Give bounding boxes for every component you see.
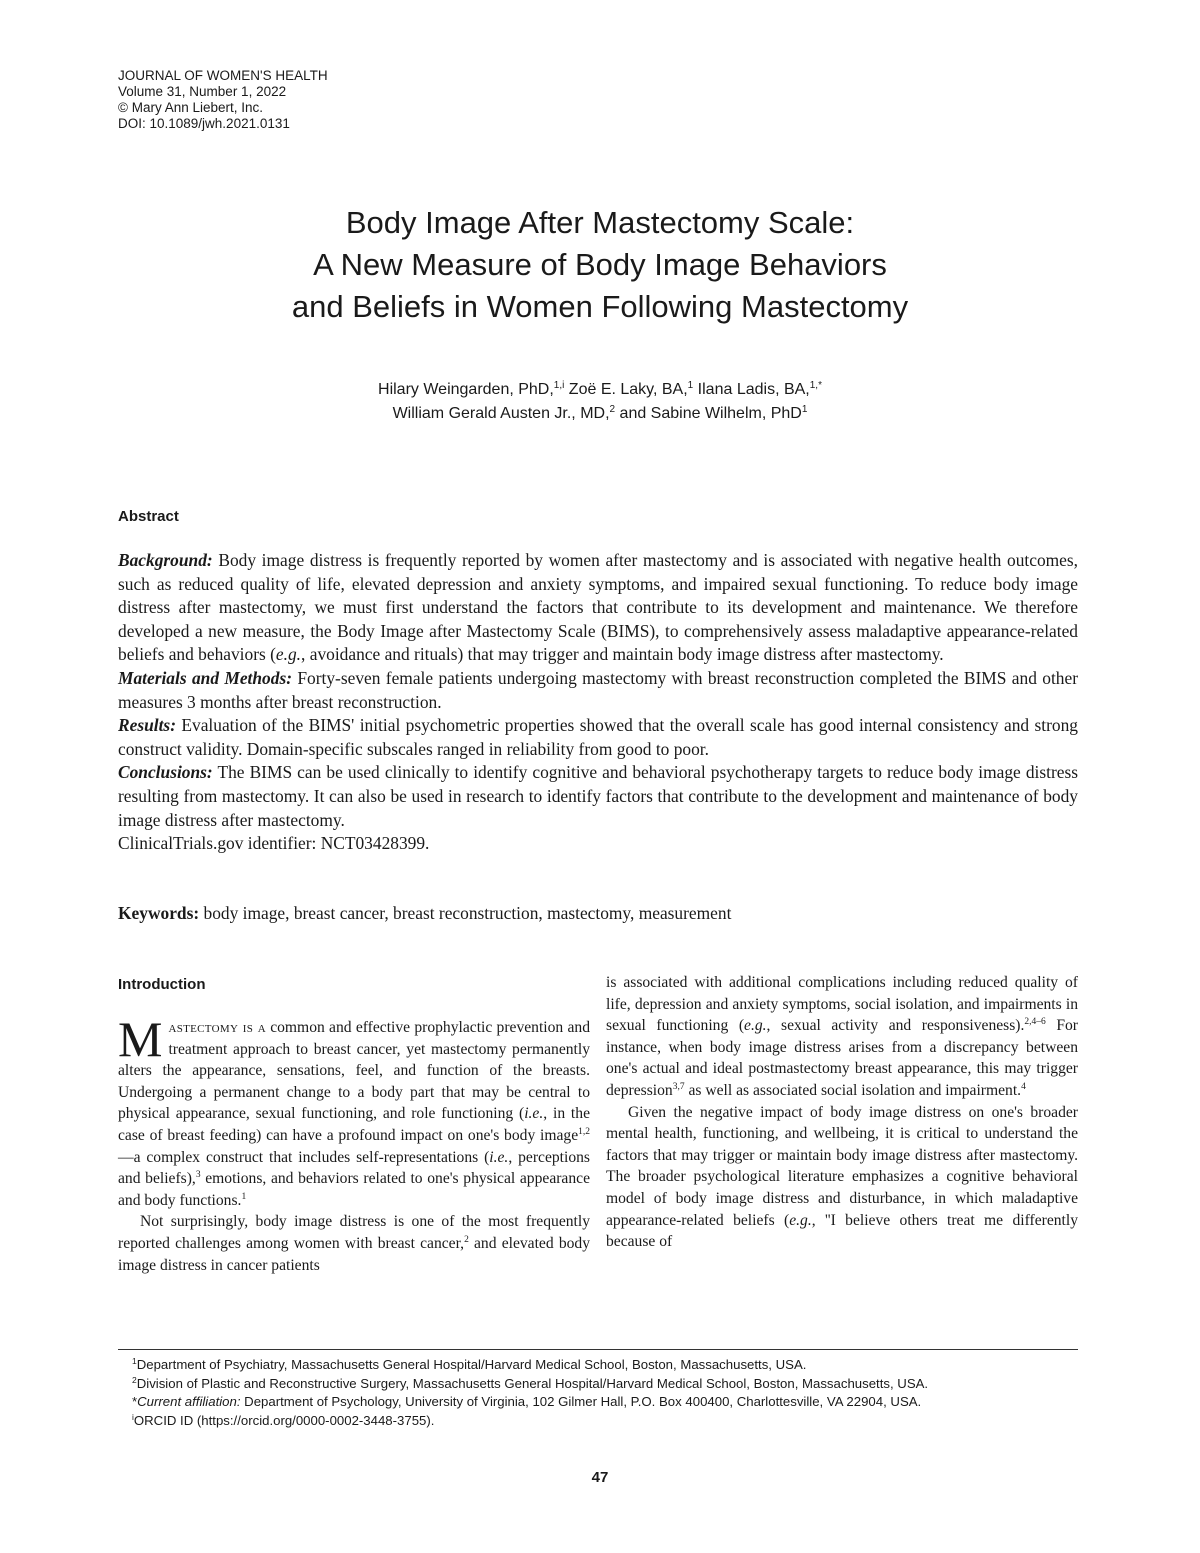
footnote-text: Department of Psychiatry, Massachusetts General Hospital/Harvard Medical School, Boston, Massachusetts, USA.	[136, 1357, 807, 1372]
abstract-trial-id: ClinicalTrials.gov identifier: NCT03428399.	[118, 833, 430, 854]
journal-name: JOURNAL OF WOMEN'S HEALTH	[118, 68, 328, 83]
intro-paragraph-3	[606, 1102, 1078, 1253]
title-line-2: A New Measure of Body Image Behaviors	[313, 247, 887, 282]
abstract-heading: Abstract	[118, 508, 179, 525]
article-title	[150, 202, 1050, 328]
journal-volume: Volume 31, Number 1, 2022	[118, 84, 287, 99]
abstract-background	[118, 549, 1078, 667]
author-laky: Zoë E. Laky, BA,	[564, 381, 688, 398]
citation-sup: 4	[1021, 1081, 1026, 1092]
abstract-conclusions	[118, 761, 1078, 832]
author-line-1	[200, 378, 1000, 402]
abstract-results	[118, 714, 1078, 761]
author-affil-sup: 1,i	[553, 380, 565, 391]
intro-text: emotions, and behaviors related to one's physical appearance and body functions.	[118, 1170, 590, 1209]
results-label: Results:	[118, 715, 176, 736]
journal-doi: DOI: 10.1089/jwh.2021.0131	[118, 116, 290, 131]
citation-sup: 1	[241, 1191, 247, 1202]
footnote-divider	[118, 1349, 1078, 1350]
intro-text: and elevated body image distress in cancer patients	[118, 1234, 591, 1274]
footnote-orcid	[118, 1412, 1080, 1431]
right-column	[606, 972, 1078, 1253]
author-affil-sup: 1,*	[809, 380, 822, 391]
journal-header	[118, 68, 328, 132]
author-ladis: Ilana Ladis, BA,	[693, 381, 810, 398]
intro-ie: i.e.	[524, 1105, 544, 1123]
background-text-end: , avoidance and rituals) that may trigger and maintain body image distress after mastectomy.	[301, 644, 944, 665]
footnote-affiliation-2	[118, 1375, 1080, 1394]
author-weingarden: Hilary Weingarden, PhD,	[378, 381, 554, 398]
footnote-affiliation-1	[118, 1356, 1080, 1375]
footnote-label: Current affiliation:	[137, 1394, 241, 1409]
citation-sup: 2	[464, 1234, 469, 1245]
author-wilhelm: and Sabine Wilhelm, PhD	[615, 405, 802, 422]
author-list	[200, 378, 1000, 426]
introduction-heading: Introduction	[118, 976, 206, 993]
title-line-1: Body Image After Mastectomy Scale:	[345, 205, 855, 240]
abstract-body	[118, 549, 1078, 856]
intro-text: Not surprisingly, body image distress is one of the most frequently reported challenges among women with breast cancer,	[118, 1213, 590, 1252]
drop-cap: M	[118, 1011, 163, 1067]
footnote-sup: 2	[132, 1374, 137, 1385]
results-text: Evaluation of the BIMS' initial psychometric properties showed that the overall scale has good internal consistency and strong construct validity. Domain-specific subscales ranged in reliability from good to poor.	[118, 715, 1078, 759]
keywords-label: Keywords:	[118, 903, 200, 923]
intro-ie: i.e.	[489, 1148, 509, 1166]
footnote-current-affiliation	[118, 1393, 1080, 1412]
conclusions-text: The BIMS can be used clinically to identify cognitive and behavioral psychotherapy targets to reduce body image distress resulting from mastectomy. It can also be used in research to identify factors that contribute to the development and maintenance of body image distress after mastectomy.	[118, 762, 1078, 830]
footnote-mark: *	[132, 1394, 138, 1409]
intro-text: , perceptions and beliefs),	[118, 1148, 590, 1188]
author-affil-sup: 1	[687, 380, 694, 391]
intro-smallcaps-lead: astectomy is a	[168, 1019, 266, 1036]
author-affil-sup: 2	[609, 404, 616, 415]
intro-text: common and effective prophylactic prevention and treatment approach to breast cancer, yet mastectomy permanently alters the appearance, sensations, feel, and function of the breasts. Undergoing a permanent change to a body part that may be central to physical appearance, sexual functioning, and role functioning (	[118, 1019, 590, 1123]
footnote-text: Department of Psychology, University of Virginia, 102 Gilmer Hall, P.O. Box 400400, Charlottesville, VA 22904, USA.	[240, 1394, 922, 1409]
citation-sup: 3,7	[672, 1081, 685, 1092]
citation-sup: 2,4–6	[1024, 1017, 1046, 1028]
intro-paragraph-2	[118, 1211, 590, 1276]
footnote-text: Division of Plastic and Reconstructive Surgery, Massachusetts General Hospital/Harvard Medical School, Boston, Massachusetts, USA.	[136, 1375, 929, 1391]
citation-sup: 1,2	[578, 1126, 590, 1137]
intro-text: is associated with additional complications including reduced quality of life, depression and anxiety symptoms, social isolation, and impairments in sexual functioning (	[606, 974, 1078, 1035]
author-austen: William Gerald Austen Jr., MD,	[392, 405, 610, 422]
page-number: 47	[591, 1469, 609, 1486]
footnotes	[118, 1356, 1080, 1430]
background-text: Body image distress is frequently reported by women after mastectomy and is associated with negative health outcomes, such as reduced quality of life, elevated depression and anxiety symptoms, and impaired sexual functioning. To reduce body image distress after mastectomy, we must first understand the factors that contribute to its development and maintenance. We therefore developed a new measure, the Body Image after Mastectomy Scale (BIMS), to comprehensively assess maladaptive appearance-related beliefs and behaviors (	[118, 550, 1078, 665]
keywords-text: body image, breast cancer, breast reconstruction, mastectomy, measurement	[199, 903, 732, 923]
intro-eg: e.g.	[789, 1211, 812, 1229]
conclusions-label: Conclusions:	[118, 762, 213, 783]
methods-text: Forty-seven female patients undergoing mastectomy with breast reconstruction completed the BIMS and other measures 3 months after breast reconstruction.	[118, 667, 1078, 712]
background-label: Background:	[118, 550, 213, 570]
author-line-2	[200, 402, 1000, 426]
footnote-sup: i	[132, 1411, 134, 1422]
author-affil-sup: 1	[801, 404, 808, 415]
background-eg: e.g.	[275, 644, 302, 665]
intro-text: Given the negative impact of body image distress on one's broader mental health, functioning, and wellbeing, it is critical to understand the factors that may trigger or maintain body image distress after mastectomy. The broader psychological literature emphasizes a cognitive behavioral model of body image distress and disturbance, in which maladaptive appearance-related beliefs (	[606, 1103, 1078, 1229]
intro-text: —a complex construct that includes self-representations (	[118, 1148, 490, 1166]
keywords	[118, 901, 1078, 925]
left-column	[118, 1011, 591, 1276]
intro-text: , sexual activity and responsiveness).	[766, 1017, 1025, 1035]
footnote-sup: 1	[132, 1356, 137, 1366]
intro-paragraph-1	[118, 1011, 590, 1211]
intro-eg: e.g.	[744, 1017, 767, 1035]
intro-text: For instance, when body image distress arises from a discrepancy between one's actual and ideal postmastectomy breast appearance, this may trigger depression	[606, 1017, 1078, 1099]
intro-text: , in the case of breast feeding) can have a profound impact on one's body image	[118, 1105, 590, 1144]
abstract-methods	[118, 667, 1078, 714]
intro-text: , ''I believe others treat me differently because of	[606, 1211, 1078, 1251]
methods-label: Materials and Methods:	[118, 667, 293, 688]
intro-text: as well as associated social isolation and impairment.	[684, 1081, 1022, 1099]
title-line-3: and Beliefs in Women Following Mastectomy	[291, 289, 909, 324]
citation-sup: 3	[195, 1170, 201, 1181]
footnote-orcid-link[interactable]: ORCID ID (https://orcid.org/0000-0002-3448-3755).	[133, 1412, 435, 1428]
intro-paragraph-2-cont	[606, 972, 1078, 1102]
journal-copyright: © Mary Ann Liebert, Inc.	[118, 100, 264, 115]
